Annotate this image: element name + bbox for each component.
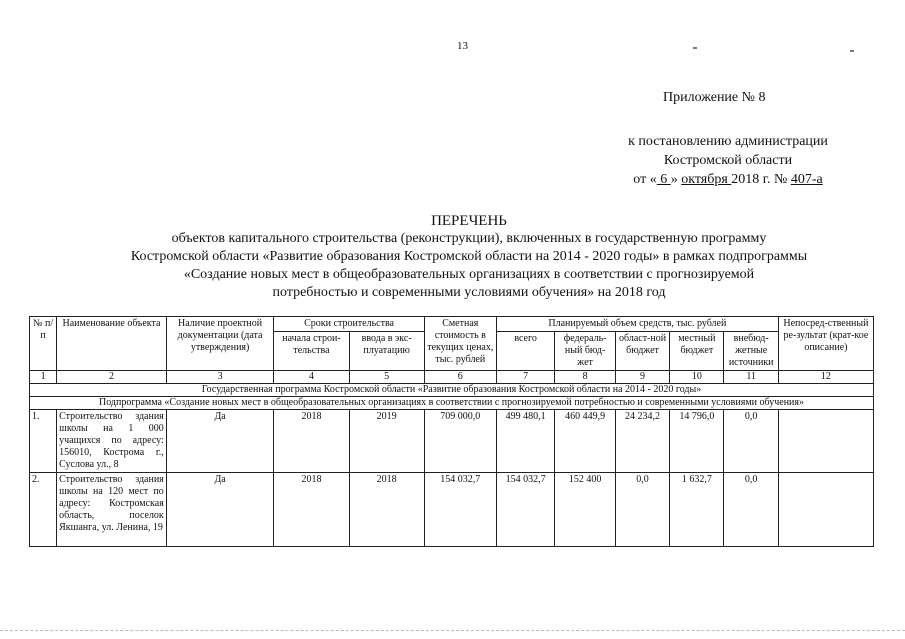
row-name: Строительство здания школы на 120 мест по адресу: Костромская область, поселок Якшанга, ул. Ленина, 19 [57,473,167,547]
header-num: № п/п [30,317,57,371]
column-number: 4 [274,371,349,384]
header-commission: ввода в экс-плуатацию [349,332,424,371]
decree-month: октября [681,172,732,187]
row-total: 154 032,7 [496,473,554,547]
column-numbers-row [30,371,874,384]
column-number: 11 [724,371,778,384]
column-number: 8 [555,371,616,384]
row-commission: 2019 [349,410,424,473]
heading-title: ПЕРЕЧЕНЬ [431,213,507,229]
heading-line-4: потребностью и современными условиями обучения» на 2018 год [272,285,666,300]
program-row [30,384,874,397]
row-docs: Да [166,473,274,547]
row-total: 499 480,1 [496,410,554,473]
column-number: 2 [57,371,167,384]
row-extra: 0,0 [724,473,778,547]
document-heading [60,212,878,302]
table-row [30,410,874,473]
row-regional: 24 234,2 [615,410,669,473]
scan-speck [850,50,854,52]
header-docs: Наличие проектной документации (дата утверждения) [166,317,274,371]
header-total: всего [496,332,554,371]
row-name: Строительство здания школы на 1 000 учащихся по адресу: 156010, Кострома г., Суслова ул., 8 [57,410,167,473]
row-commission: 2018 [349,473,424,547]
heading-line-1: объектов капитального строительства (реконструкции), включенных в государственную программу [171,231,767,246]
decree-prefix: от « [633,172,657,187]
decree-date-line [560,170,896,189]
column-number: 7 [496,371,554,384]
heading-line-2: Костромской области «Развитие образования Костромской области на 2014 - 2020 годы» в рамках подпрограммы [130,249,808,264]
column-number: 6 [424,371,496,384]
table-header-row-1 [30,317,874,332]
header-terms: Сроки строительства [274,317,424,332]
scan-speck [693,47,697,49]
row-federal: 460 449,9 [555,410,616,473]
column-number: 1 [30,371,57,384]
header-extra: внебюд-жетные источники [724,332,778,371]
decree-number: 407-а [790,172,823,187]
row-start: 2018 [274,473,349,547]
header-result: Непосред-ственный ре-зультат (крат-кое описание) [778,317,873,371]
row-docs: Да [166,410,274,473]
subprogram-row [30,397,874,410]
column-number: 5 [349,371,424,384]
row-cost: 154 032,7 [424,473,496,547]
column-number: 10 [670,371,724,384]
scan-edge-line [0,630,905,631]
page-number: 13 [457,40,468,52]
decree-line-1: к постановлению администрации [628,134,828,149]
row-regional: 0,0 [615,473,669,547]
row-federal: 152 400 [555,473,616,547]
decree-block [560,132,896,189]
header-federal: федераль-ный бюд-жет [555,332,616,371]
column-number: 3 [166,371,274,384]
row-num: 1. [30,410,57,473]
row-start: 2018 [274,410,349,473]
row-num: 2. [30,473,57,547]
column-number: 9 [615,371,669,384]
row-result [778,410,873,473]
subprogram-title: Подпрограмма «Создание новых мест в общеобразовательных организациях в соответствии с прогнозируемой потребностью и современными условиями обучения» [30,397,874,410]
decree-line-2: Костромской области [663,153,793,168]
row-local: 1 632,7 [670,473,724,547]
row-cost: 709 000,0 [424,410,496,473]
row-extra: 0,0 [724,410,778,473]
row-local: 14 796,0 [670,410,724,473]
decree-mid-1: » [670,172,682,187]
objects-table [29,316,874,547]
header-name: Наименование объекта [57,317,167,371]
program-title: Государственная программа Костромской области «Развитие образования Костромской области на 2014 - 2020 годы» [30,384,874,397]
header-planned: Планируемый объем средств, тыс. рублей [496,317,778,332]
header-regional: област-ной бюджет [615,332,669,371]
appendix-label: Приложение № 8 [663,90,766,105]
decree-mid-2: 2018 г. № [731,172,791,187]
header-cost: Сметная стоимость в текущих ценах, тыс. рублей [424,317,496,371]
row-result [778,473,873,547]
heading-line-3: «Создание новых мест в общеобразовательных организациях в соответствии с прогнозируемой [183,267,755,282]
column-number: 12 [778,371,873,384]
header-local: местный бюджет [670,332,724,371]
table-row [30,473,874,547]
decree-day: 6 [656,172,671,187]
header-start: начала строи-тельства [274,332,349,371]
